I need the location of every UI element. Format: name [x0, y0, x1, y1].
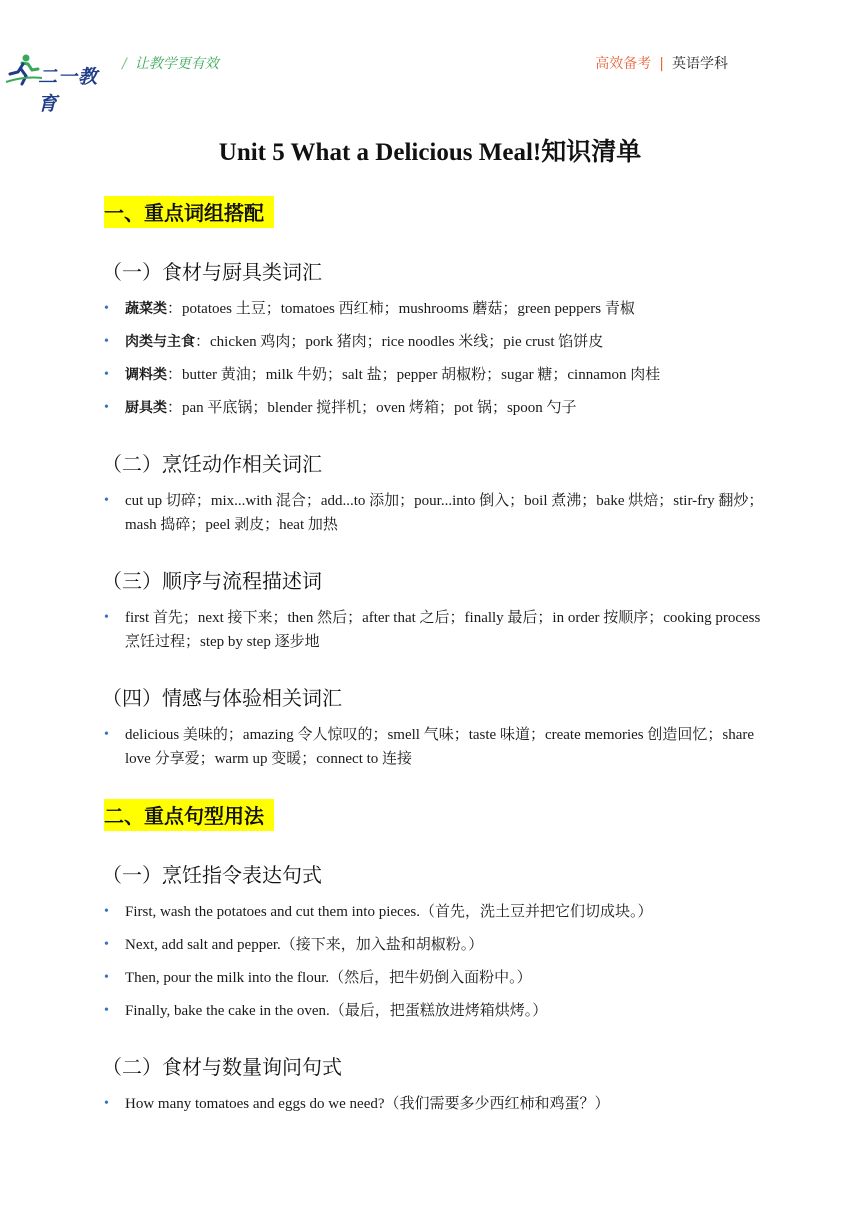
document-title: Unit 5 What a Delicious Meal!知识清单 [218, 139, 642, 166]
header-tags [595, 53, 728, 73]
item-text: ：pan 平底锅；blender 搅拌机；oven 烤箱；pot 锅；spoon 勺子 [167, 400, 577, 416]
item-text: ：butter 黄油；milk 牛奶；salt 盐；pepper 胡椒粉；sugar 糖；cinnamon 肉桂 [167, 367, 661, 383]
list-item: • How many tomatoes and eggs do we need?（我们需要多少西红柿和鸡蛋？） [104, 1092, 764, 1116]
subsection-heading: （三）顺序与流程描述词 [102, 569, 322, 593]
word-list [104, 489, 764, 537]
list-item [104, 396, 764, 420]
item-text: ：chicken 鸡肉；pork 猪肉；rice noodles 米线；pie crust 馅饼皮 [195, 334, 604, 350]
slogan [122, 53, 219, 73]
section-heading: 一、重点词组搭配 [104, 196, 274, 228]
item-label: 调料类 [125, 367, 167, 383]
list-item: • first 首先；next 接下来；then 然后；after that 之后；finally 最后；in order 按顺序；cooking process 烹饪过程；step by step 逐步地 [104, 606, 764, 654]
list-item: • Then, pour the milk into the flour.（然后，把牛奶倒入面粉中。） [104, 966, 764, 990]
word-list [104, 723, 764, 771]
word-list [104, 297, 764, 420]
item-text: ：potatoes 土豆；tomatoes 西红柿；mushrooms 蘑菇；green peppers 青椒 [167, 301, 635, 317]
section-key-phrases [104, 196, 764, 771]
item-label: 肉类与主食 [125, 334, 195, 350]
subsection-heading: （一）食材与厨具类词汇 [102, 260, 322, 284]
header-highlight: 高效备考 [595, 56, 652, 72]
item-label: 蔬菜类 [125, 301, 167, 317]
item-label: 厨具类 [125, 400, 167, 416]
list-item [104, 330, 764, 354]
document-body [104, 196, 764, 1125]
brand-logo [4, 52, 114, 115]
list-item [104, 297, 764, 321]
subsection-heading: （四）情感与体验相关词汇 [102, 686, 342, 710]
section-key-sentences [104, 799, 764, 1116]
list-item: • cut up 切碎；mix...with 混合；add...to 添加；pour...into 倒入；boil 煮沸；bake 烘焙；stir-fry 翻炒；mash 捣碎；peel 剥皮；heat 加热 [104, 489, 764, 537]
list-item: • Finally, bake the cake in the oven.（最后，把蛋糕放进烤箱烘烤。） [104, 999, 764, 1023]
slogan-slash: / [122, 56, 127, 72]
subsection-heading: （一）烹饪指令表达句式 [102, 863, 322, 887]
slogan-text: 让教学更有效 [134, 56, 219, 72]
page-header [0, 0, 860, 115]
header-subject: 英语学科 [672, 56, 728, 72]
word-list [104, 606, 764, 654]
sentence-list [104, 1092, 764, 1116]
list-item [104, 363, 764, 387]
logo-text: 二一教育 [38, 66, 99, 115]
sentence-list [104, 900, 764, 1023]
section-heading: 二、重点句型用法 [104, 799, 274, 831]
list-item: • delicious 美味的；amazing 令人惊叹的；smell 气味；taste 味道；create memories 创造回忆；share love 分享爱；warm up 变暖；connect to 连接 [104, 723, 764, 771]
subsection-heading: （二）食材与数量询问句式 [102, 1055, 342, 1079]
header-separator: | [659, 56, 664, 72]
list-item: • Next, add salt and pepper.（接下来，加入盐和胡椒粉。） [104, 933, 764, 957]
subsection-heading: （二）烹饪动作相关词汇 [102, 452, 322, 476]
list-item: • First, wash the potatoes and cut them into pieces.（首先，洗土豆并把它们切成块。） [104, 900, 764, 924]
